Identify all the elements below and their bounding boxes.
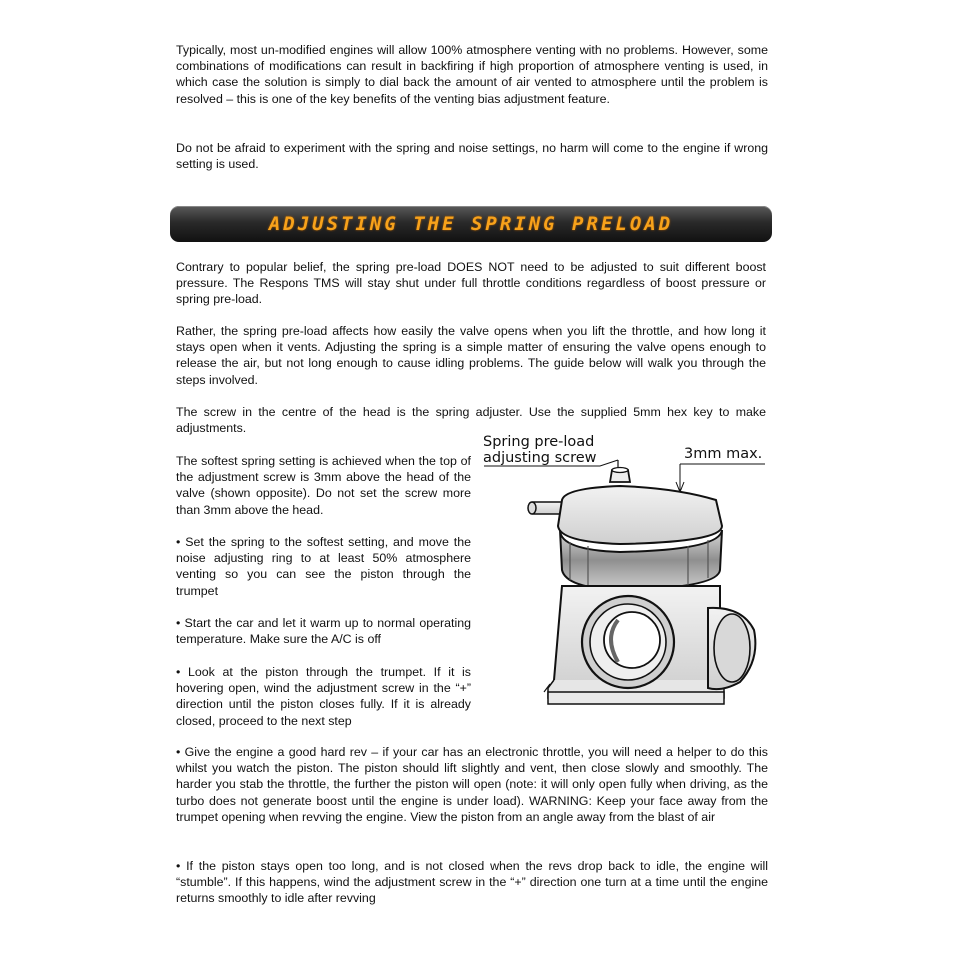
label-3mm-max: 3mm max.: [684, 446, 763, 462]
valve-diagram: [470, 430, 770, 730]
intro-paragraph-1: Typically, most un-modified engines will allow 100% atmosphere venting with no problems. However, some combinations of modifications can result in backfiring if high proportion of atmosphere venting is used, in which case the solution is simply to dial back the amount of air vented to atmosphere until the problem is resolved – this is one of the key benefits of the venting bias adjustment feature.: [176, 43, 768, 106]
section-title-banner: [170, 206, 772, 242]
base-flange: [548, 692, 724, 704]
section-paragraph-1: Contrary to popular belief, the spring pre-load DOES NOT need to be adjusted to suit different boost pressure. The Respons TMS will stay shut under full throttle conditions regardless of boost pressure or spring pre-load.: [176, 260, 766, 307]
section-paragraph-4: The softest spring setting is achieved when the top of the adjustment screw is 3mm above the head of the valve (shown opposite). Do not set the screw more than 3mm above the head.: [176, 454, 471, 517]
intro-paragraph-2: Do not be afraid to experiment with the spring and noise settings, no harm will come to the engine if wrong setting is used.: [176, 141, 768, 172]
valve-head: [558, 486, 722, 544]
bullet-1: • Set the spring to the softest setting, and move the noise adjusting ring to at least 50% atmosphere venting so you can see the piston through the trumpet: [176, 535, 471, 598]
label-screw-line-1: Spring pre-load: [483, 434, 595, 450]
bullet-5: • If the piston stays open too long, and is not closed when the revs drop back to idle, the engine will “stumble”. If this happens, wind the adjustment screw in the “+” direction one turn at a time until the engine returns smoothly to idle after revving: [176, 859, 768, 906]
bullet-4: • Give the engine a good hard rev – if your car has an electronic throttle, you will need a helper to do this whilst you watch the piston. The piston should lift slightly and vent, then close slowly and smoothly. The harder you stab the throttle, the further the piston will open (note: it will only open fully when driving, as the turbo does not generate boost until the engine is under load). WARNING: Keep your face away from the trumpet opening when revving the engine. View the piston from an angle away from the blast of air: [176, 745, 768, 824]
section-paragraph-2: Rather, the spring pre-load affects how easily the valve opens when you lift the throttle, and how long it stays open when it vents. Adjusting the spring is a simple matter of ensuring the valve opens enough to release the air, but not long enough to cause idling problems. The guide below will walk you through the steps involved.: [176, 324, 766, 387]
bullet-3: • Look at the piston through the trumpet. If it is hovering open, wind the adjustment screw in the “+” direction until the piston closes fully. If it is already closed, proceed to the next step: [176, 665, 471, 728]
section-paragraph-3: The screw in the centre of the head is the spring adjuster. Use the supplied 5mm hex key to make adjustments.: [176, 405, 766, 436]
section-title: ADJUSTING THE SPRING PRELOAD: [268, 213, 674, 235]
label-screw-line-2: adjusting screw: [483, 450, 597, 466]
bullet-2: • Start the car and let it warm up to normal operating temperature. Make sure the A/C is off: [176, 616, 471, 647]
